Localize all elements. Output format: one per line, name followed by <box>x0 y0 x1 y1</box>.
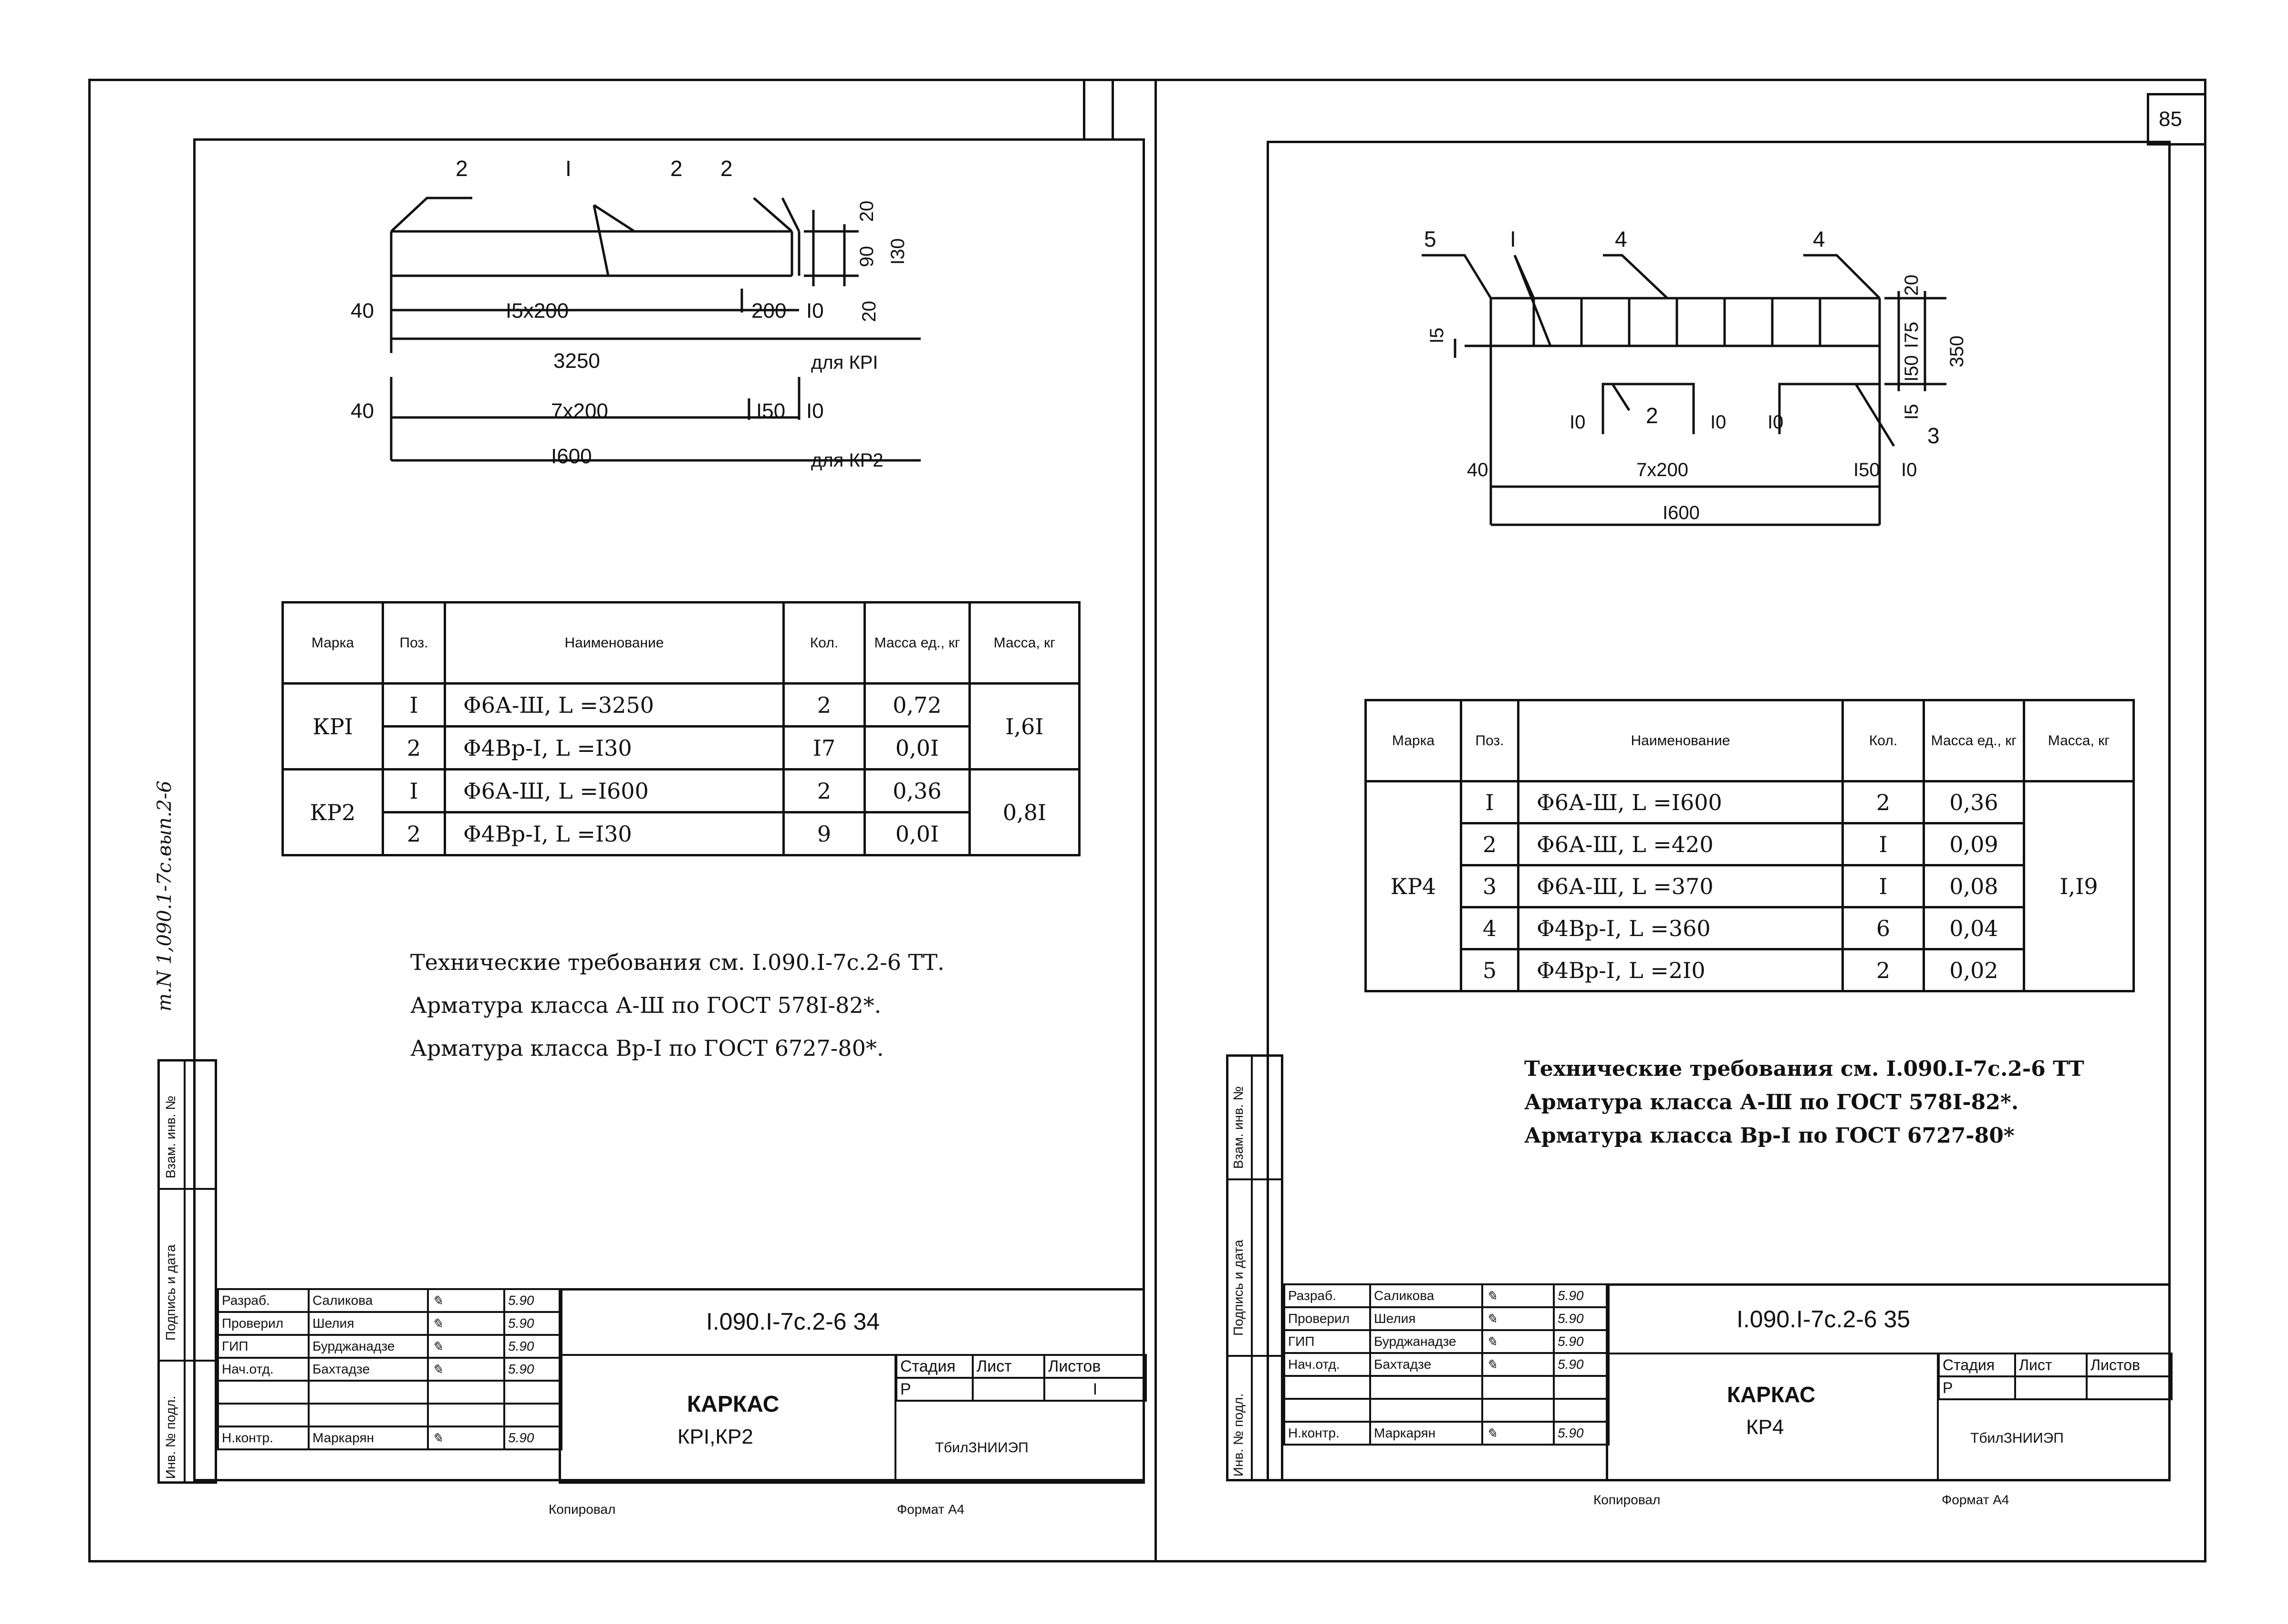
header-qty: Кол. <box>784 603 865 684</box>
side-stamp-divider <box>157 1188 217 1190</box>
dimension-label: 20 <box>1901 274 1922 296</box>
signature-cell: ✎ <box>1482 1330 1554 1353</box>
signature-cell: ✎ <box>1482 1284 1554 1307</box>
signature-cell: ✎ <box>1482 1307 1554 1330</box>
signature-cell: ✎ <box>428 1335 504 1358</box>
role-cell <box>218 1404 309 1426</box>
header-unit-mass: Масса ед., кг <box>1924 700 2024 781</box>
title-block-grid-right <box>1283 1283 1610 1446</box>
position-mark: 2 <box>720 156 733 181</box>
dimension-label: 3250 <box>553 349 600 373</box>
name-cell: Φ4Вр-I, L =I30 <box>445 727 784 770</box>
title-block-grid-left <box>217 1288 562 1450</box>
mass-cell: 0,8I <box>970 770 1080 855</box>
name-cell <box>309 1404 428 1426</box>
dimension-label: I50 <box>1853 459 1880 480</box>
unit-mass-cell: 0,09 <box>1924 823 2024 865</box>
header-name: Наименование <box>1518 700 1843 781</box>
header-mark: Марка <box>1366 700 1461 781</box>
document-number: I.090.I-7с.2-6 34 <box>706 1308 880 1335</box>
side-label: Взам. инв. № <box>1231 1086 1246 1169</box>
dimension-label: 7x200 <box>1636 459 1688 480</box>
date-cell: 5.90 <box>1554 1353 1609 1376</box>
page-number: 85 <box>2159 107 2182 131</box>
name-cell <box>1370 1376 1482 1399</box>
dimension-label: 40 <box>351 299 374 323</box>
role-cell <box>1284 1376 1370 1399</box>
position-mark: 3 <box>1927 423 1940 448</box>
organization: ТбилЗНИИЭП <box>1970 1430 2064 1446</box>
mark-cell: КР4 <box>1366 781 1461 991</box>
note-line: Арматура класса Вр-I по ГОСТ 6727-80*. <box>410 1035 884 1061</box>
page-divider <box>1154 79 1157 1562</box>
footer-copied: Копировал <box>1593 1492 1661 1507</box>
dimension-label: I50 <box>756 399 786 423</box>
role-cell <box>218 1381 309 1404</box>
position-mark: 2 <box>1646 403 1658 428</box>
pos-cell: 2 <box>383 727 445 770</box>
note-line: Арматура класса Вр-I по ГОСТ 6727-80* <box>1524 1124 2015 1148</box>
unit-mass-cell: 0,04 <box>1924 907 2024 949</box>
dimension-label: 20 <box>859 301 880 322</box>
qty-cell: I <box>1843 823 1924 865</box>
signature-cell <box>1482 1376 1554 1399</box>
mass-cell: I,I9 <box>2024 781 2134 991</box>
stage-table-left <box>895 1354 1147 1402</box>
side-label: Инв. № подл. <box>1231 1393 1246 1477</box>
position-mark: 5 <box>1424 227 1436 251</box>
dimension-label: I0 <box>806 299 824 323</box>
unit-mass-cell: 0,72 <box>865 684 970 727</box>
dimension-label: 7x200 <box>551 399 608 423</box>
mark-cell: КР2 <box>283 770 383 855</box>
name-cell: Бурджанадзе <box>309 1335 428 1358</box>
side-label: Подпись и дата <box>163 1244 178 1341</box>
drawing-subtitle: КРI,КР2 <box>677 1425 753 1448</box>
date-cell <box>504 1404 562 1426</box>
sheets-value <box>2087 1376 2172 1399</box>
name-cell: Маркарян <box>1370 1422 1482 1445</box>
dimension-label: 350 <box>1946 335 1967 367</box>
role-cell: Н.контр. <box>1284 1422 1370 1445</box>
side-stamp-divider <box>1226 1355 1283 1357</box>
dimension-label: I0 <box>806 399 824 423</box>
name-cell <box>309 1381 428 1404</box>
margin-note: т.N 1,090.1-7с.вып.2-6 <box>154 781 176 1011</box>
position-mark: I <box>1510 227 1516 251</box>
drawing-title: КАРКАС <box>1727 1382 1816 1407</box>
sheet-value <box>973 1378 1044 1401</box>
sheet-header: Лист <box>2015 1353 2087 1376</box>
date-cell <box>1554 1399 1609 1422</box>
side-label: Взам. инв. № <box>163 1095 178 1178</box>
dimension-label: 20 <box>856 200 877 222</box>
pos-cell: 4 <box>1461 907 1518 949</box>
qty-cell: I <box>1843 865 1924 907</box>
sheet-value <box>2015 1376 2087 1399</box>
name-cell: Φ6А-Ш, L =I600 <box>1518 781 1843 823</box>
row-label: для КР2 <box>811 450 884 471</box>
name-cell: Саликова <box>1370 1284 1482 1307</box>
signature-cell: ✎ <box>428 1289 504 1312</box>
position-mark: 2 <box>670 156 683 181</box>
mark-cell: КРI <box>283 684 383 770</box>
position-mark: 4 <box>1615 227 1627 251</box>
footer-format: Формат А4 <box>897 1502 965 1517</box>
top-stub <box>1083 79 1085 138</box>
dimension-label: 40 <box>1467 459 1488 480</box>
signature-cell <box>1482 1399 1554 1422</box>
name-cell: Φ4Вр-I, L =I30 <box>445 812 784 855</box>
name-cell: Φ6А-Ш, L =420 <box>1518 823 1843 865</box>
stage-table-right <box>1938 1353 2173 1400</box>
name-cell: Бахтадзе <box>309 1358 428 1381</box>
signature-cell: ✎ <box>428 1312 504 1335</box>
date-cell: 5.90 <box>1554 1284 1609 1307</box>
side-label: Инв. № подл. <box>163 1395 178 1479</box>
position-mark: I <box>565 156 572 181</box>
role-cell: Разраб. <box>218 1289 309 1312</box>
note-line: Арматура класса А-Ш по ГОСТ 578I-82*. <box>410 992 882 1018</box>
name-cell <box>1370 1399 1482 1422</box>
header-mass: Масса, кг <box>970 603 1080 684</box>
pos-cell: I <box>1461 781 1518 823</box>
sheet-header: Лист <box>973 1355 1044 1378</box>
position-mark: 2 <box>456 156 468 181</box>
dimension-label: I50 <box>1901 355 1922 382</box>
qty-cell: I7 <box>784 727 865 770</box>
header-mass: Масса, кг <box>2024 700 2134 781</box>
signature-cell: ✎ <box>428 1426 504 1449</box>
name-cell: Маркарян <box>309 1426 428 1449</box>
side-stamp-divider <box>1226 1178 1283 1180</box>
qty-cell: 6 <box>1843 907 1924 949</box>
header-pos: Поз. <box>383 603 445 684</box>
signature-cell: ✎ <box>1482 1353 1554 1376</box>
top-stub <box>1112 79 1114 138</box>
role-cell: Нач.отд. <box>218 1358 309 1381</box>
date-cell: 5.90 <box>504 1312 562 1335</box>
qty-cell: 2 <box>1843 949 1924 991</box>
name-cell: Шелия <box>1370 1307 1482 1330</box>
dimension-label: I0 <box>1901 459 1917 480</box>
role-cell: Проверил <box>1284 1307 1370 1330</box>
stage-value: Р <box>896 1378 973 1401</box>
dimension-label: I600 <box>1663 502 1700 523</box>
role-cell: ГИП <box>1284 1330 1370 1353</box>
header-name: Наименование <box>445 603 784 684</box>
organization: ТбилЗНИИЭП <box>935 1440 1029 1456</box>
unit-mass-cell: 0,08 <box>1924 865 2024 907</box>
role-cell <box>1284 1399 1370 1422</box>
document-number: I.090.I-7с.2-6 35 <box>1737 1306 1911 1333</box>
side-stamp-divider <box>157 1360 217 1362</box>
stage-header: Стадия <box>1939 1353 2015 1376</box>
date-cell: 5.90 <box>504 1335 562 1358</box>
pos-cell: 5 <box>1461 949 1518 991</box>
unit-mass-cell: 0,36 <box>1924 781 2024 823</box>
header-mark: Марка <box>283 603 383 684</box>
date-cell: 5.90 <box>504 1426 562 1449</box>
stage-value: Р <box>1939 1376 2015 1399</box>
drawing-subtitle: КР4 <box>1746 1416 1784 1439</box>
unit-mass-cell: 0,02 <box>1924 949 2024 991</box>
sheets-header: Листов <box>2087 1353 2172 1376</box>
pos-cell: 2 <box>1461 823 1518 865</box>
right-drawing <box>1407 219 2004 553</box>
name-cell: Шелия <box>309 1312 428 1335</box>
spec-table-left <box>281 601 1081 856</box>
side-stamp-divider <box>1251 1054 1253 1481</box>
dimension-label: I600 <box>551 445 592 468</box>
drawing-title: КАРКАС <box>687 1392 780 1417</box>
role-cell: Разраб. <box>1284 1284 1370 1307</box>
position-mark: 4 <box>1813 227 1825 251</box>
dimension-label: 200 <box>751 299 787 323</box>
mass-cell: I,6I <box>970 684 1080 770</box>
pos-cell: 2 <box>383 812 445 855</box>
dimension-label: I5 <box>1426 327 1447 344</box>
pos-cell: 3 <box>1461 865 1518 907</box>
side-label: Подпись и дата <box>1231 1239 1246 1336</box>
stage-header: Стадия <box>896 1355 973 1378</box>
date-cell: 5.90 <box>1554 1307 1609 1330</box>
unit-mass-cell: 0,0I <box>865 812 970 855</box>
date-cell: 5.90 <box>1554 1330 1609 1353</box>
role-cell: ГИП <box>218 1335 309 1358</box>
signature-cell: ✎ <box>1482 1422 1554 1445</box>
side-stamp-divider <box>184 1059 186 1484</box>
header-pos: Поз. <box>1461 700 1518 781</box>
note-line: Технические требования см. I.090.I-7с.2-6 ТТ. <box>410 949 945 975</box>
qty-cell: 2 <box>784 684 865 727</box>
header-unit-mass: Масса ед., кг <box>865 603 970 684</box>
dimension-label: I75 <box>1901 322 1922 348</box>
header-qty: Кол. <box>1843 700 1924 781</box>
name-cell: Φ4Вр-I, L =2I0 <box>1518 949 1843 991</box>
name-cell: Φ4Вр-I, L =360 <box>1518 907 1843 949</box>
name-cell: Саликова <box>309 1289 428 1312</box>
date-cell <box>504 1381 562 1404</box>
spec-table-right <box>1364 699 2135 992</box>
signature-cell <box>428 1381 504 1404</box>
unit-mass-cell: 0,36 <box>865 770 970 812</box>
sheets-header: Листов <box>1044 1355 1146 1378</box>
footer-copied: Копировал <box>549 1502 616 1517</box>
sheets-value: I <box>1044 1378 1146 1401</box>
name-cell: Бурджанадзе <box>1370 1330 1482 1353</box>
footer-format: Формат А4 <box>1942 1492 2009 1507</box>
qty-cell: 9 <box>784 812 865 855</box>
note-line: Арматура класса А-Ш по ГОСТ 578I-82*. <box>1524 1090 2019 1114</box>
pos-cell: I <box>383 770 445 812</box>
dimension-label: 40 <box>351 399 374 423</box>
dimension-label: I0 <box>1710 412 1726 433</box>
note-line: Технические требования см. I.090.I-7с.2-6 ТТ <box>1524 1057 2084 1081</box>
qty-cell: 2 <box>784 770 865 812</box>
date-cell: 5.90 <box>504 1358 562 1381</box>
dimension-label: I5 <box>1901 404 1922 420</box>
dimension-label: I5x200 <box>506 299 569 323</box>
dimension-label: I0 <box>1768 412 1784 433</box>
row-label: для КРI <box>811 352 878 373</box>
role-cell: Нач.отд. <box>1284 1353 1370 1376</box>
dimension-label: 90 <box>856 246 877 267</box>
signature-cell: ✎ <box>428 1358 504 1381</box>
date-cell: 5.90 <box>1554 1422 1609 1445</box>
name-cell: Бахтадзе <box>1370 1353 1482 1376</box>
pos-cell: I <box>383 684 445 727</box>
date-cell: 5.90 <box>504 1289 562 1312</box>
unit-mass-cell: 0,0I <box>865 727 970 770</box>
name-cell: Φ6А-Ш, L =I600 <box>445 770 784 812</box>
dimension-label: I0 <box>1570 412 1586 433</box>
role-cell: Н.контр. <box>218 1426 309 1449</box>
date-cell <box>1554 1376 1609 1399</box>
name-cell: Φ6А-Ш, L =3250 <box>445 684 784 727</box>
signature-cell <box>428 1404 504 1426</box>
role-cell: Проверил <box>218 1312 309 1335</box>
name-cell: Φ6А-Ш, L =370 <box>1518 865 1843 907</box>
dimension-label: I30 <box>887 238 908 265</box>
qty-cell: 2 <box>1843 781 1924 823</box>
